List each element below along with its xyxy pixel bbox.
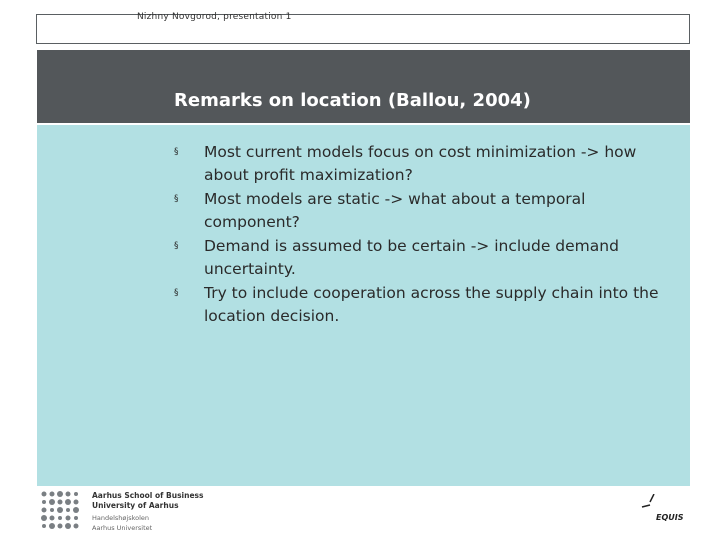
school-line-2: University of Aarhus — [92, 500, 179, 510]
bullet-list — [174, 141, 674, 329]
university-logo-icon — [40, 490, 86, 530]
equis-logo-icon — [640, 494, 660, 512]
equis-label: EQUIS — [656, 513, 684, 522]
bullet-marker-icon: § — [174, 147, 179, 157]
danish-line-2: Aarhus Universitet — [92, 523, 153, 532]
title-band — [37, 50, 690, 123]
bullet-text: Demand is assumed to be certain -> include demand uncertainty. — [204, 237, 619, 278]
bullet-marker-icon: § — [174, 288, 179, 298]
bullet-text: Try to include cooperation across the supply chain into the location decision. — [204, 284, 659, 325]
school-name — [92, 491, 203, 533]
header-text: Nizhny Novgorod, presentation 1 — [137, 12, 292, 22]
danish-line-1: Handelshøjskolen — [92, 514, 150, 522]
slide-title: Remarks on location (Ballou, 2004) — [174, 90, 531, 111]
bullet-item — [174, 235, 674, 280]
bullet-item — [174, 282, 674, 327]
bullet-item — [174, 188, 674, 233]
bullet-text: Most current models focus on cost minimization -> how about profit maximization? — [204, 143, 637, 184]
content-area — [37, 125, 690, 486]
header-bar — [36, 14, 690, 44]
school-line-1: Aarhus School of Business — [92, 491, 204, 500]
bullet-item — [174, 141, 674, 186]
bullet-text: Most models are static -> what about a temporal component? — [204, 190, 586, 231]
bullet-marker-icon: § — [174, 241, 179, 251]
bullet-marker-icon: § — [174, 194, 179, 204]
